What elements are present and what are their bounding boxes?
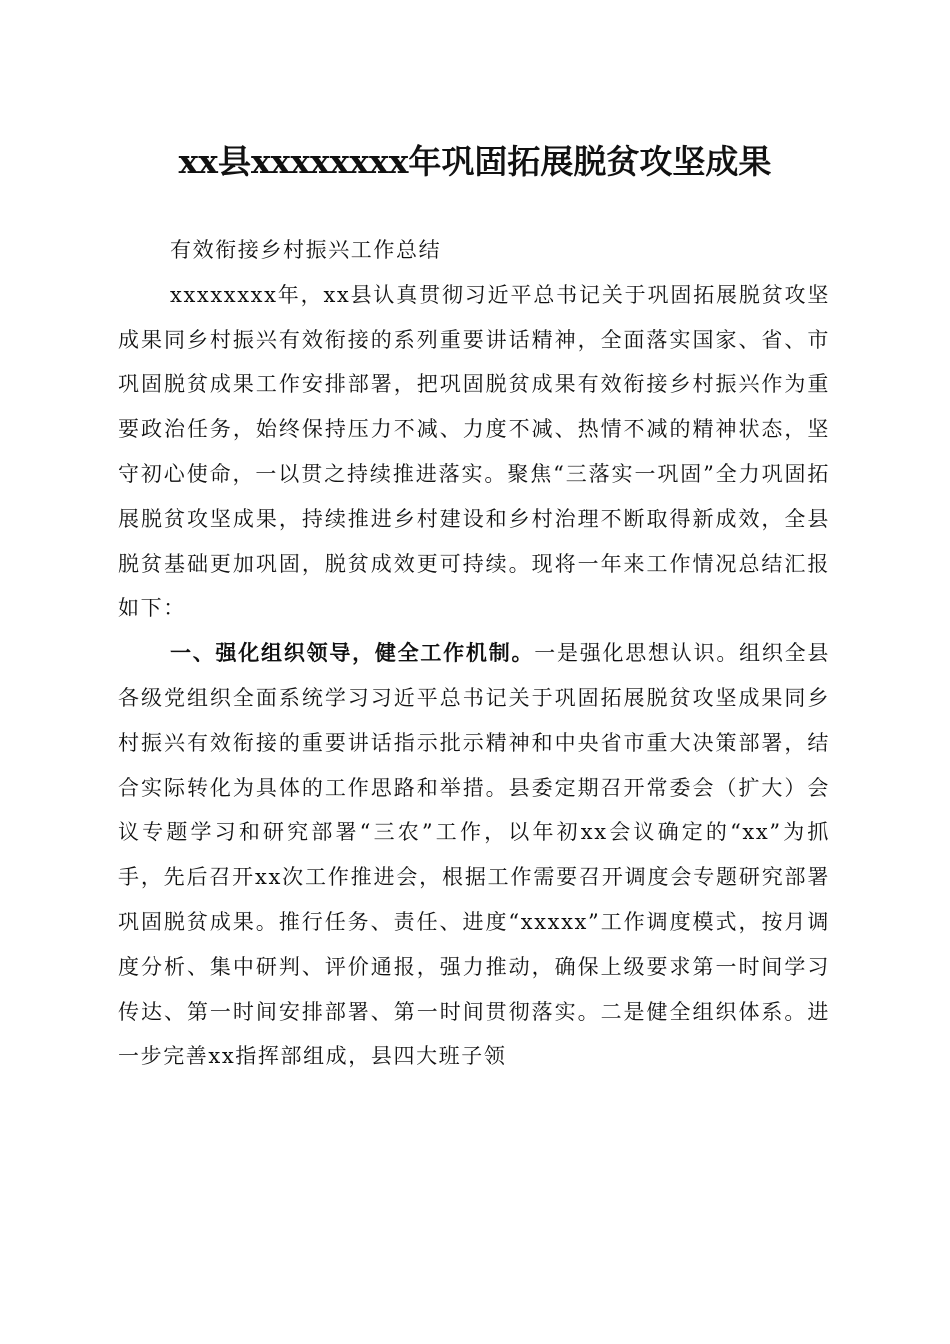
document-subtitle: 有效衔接乡村振兴工作总结 [170,238,442,262]
section-1-text: 一是强化思想认识。组织全县各级党组织全面系统学习习近平总书记关于巩固拓展脱贫攻坚成果同乡村振兴有效衔接的重要讲话指示批示精神和中央省市重大决策部署，结合实际转化为具体的工作思路和举措。县委定期召开常委会（扩大）会议专题学习和研究部署“三农”工作，以年初xx会议确定的“xx”为抓手，先后召开xx次工作推进会，根据工作需要召开调度会专题研究部署巩固脱贫成果。推行任务、责任、进度“xxxxx”工作调度模式，按月调度分析、集中研判、评价通报，强力推动，确保上级要求第一时间学习传达、第一时间安排部署、第一时间贯彻落实。二是健全组织体系。进一步完善xx指挥部组成，县四大班子领 [118,641,830,1069]
document-title: xx县xxxxxxxx年巩固拓展脱贫攻坚成果 [178,142,772,181]
section-1-heading: 一、强化组织领导，健全工作机制。 [170,641,535,666]
section-1-paragraph [118,631,830,1079]
document-body [118,228,830,1079]
intro-paragraph: xxxxxxxx年，xx县认真贯彻习近平总书记关于巩固拓展脱贫攻坚成果同乡村振兴有效衔接的系列重要讲话精神，全面落实国家、省、市巩固脱贫成果工作安排部署，把巩固脱贫成果有效衔接乡村振兴作为重要政治任务，始终保持压力不减、力度不减、热情不减的精神状态，坚守初心使命，一以贯之持续推进落实。聚焦“三落实一巩固”全力巩固拓展脱贫攻坚成果，持续推进乡村建设和乡村治理不断取得新成效，全县脱贫基础更加巩固，脱贫成效更可持续。现将一年来工作情况总结汇报如下： [118,282,830,621]
